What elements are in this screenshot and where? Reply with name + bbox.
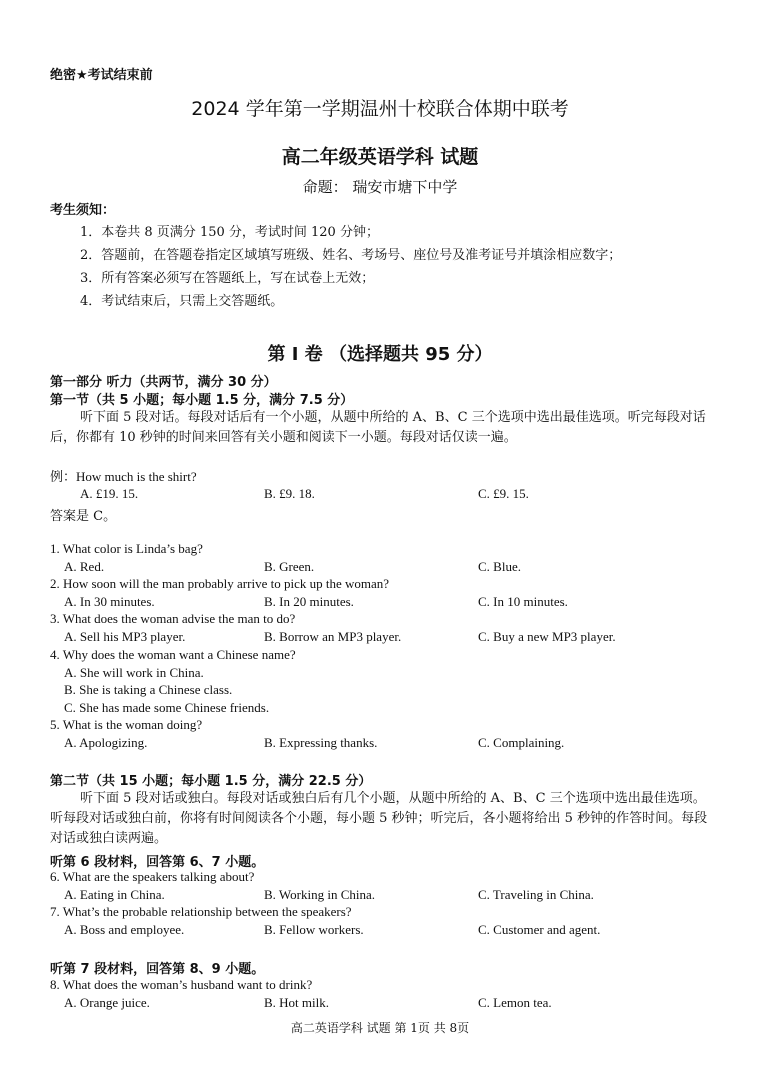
notice-item: 1．本卷共 8 页满分 150 分，考试时间 120 分钟； — [80, 225, 379, 240]
part1-title: 第一部分 听力（共两节，满分 30 分） — [50, 375, 277, 390]
example-question: 例：How much is the shirt? — [50, 469, 197, 484]
q2-option-a: A. In 30 minutes. — [64, 594, 155, 609]
example-answer: 答案是 C。 — [50, 509, 117, 524]
exam-subtitle: 高二年级英语学科 试题 — [281, 146, 479, 168]
q7-option-c: C. Customer and agent. — [478, 922, 601, 937]
q8-option-c: C. Lemon tea. — [478, 995, 552, 1010]
q5-option-a: A. Apologizing. — [64, 735, 148, 750]
exam-title: 2024 学年第一学期温州十校联合体期中联考 — [191, 98, 569, 120]
example-option-b: B. £9. 18. — [264, 486, 315, 501]
q3-option-b: B. Borrow an MP3 player. — [264, 629, 402, 644]
q4-option-c: C. She has made some Chinese friends. — [64, 700, 270, 715]
section2-instructions: 听下面 5 段对话或独白。每段对话或独白后有几个小题，从题中所给的 A、B、C 三个选项中选出最佳选项。听每段对话或独白前，你将有时间阅读各个小题，每小题 5 秒钟；听完后，各小题将给出 5 秒钟的作答时间。每段对话或独白读两遍。 — [50, 791, 708, 846]
q7-option-b: B. Fellow workers. — [264, 922, 364, 937]
q3-option-c: C. Buy a new MP3 player. — [478, 629, 616, 644]
q1-option-a: A. Red. — [64, 559, 105, 574]
q6-option-b: B. Working in China. — [264, 887, 376, 902]
q4-option-a: A. She will work in China. — [64, 665, 204, 680]
question-1: 1. What color is Linda’s bag? — [50, 541, 203, 556]
q4-option-b: B. She is taking a Chinese class. — [64, 682, 233, 697]
notice-item: 3．所有答案必须写在答题纸上，写在试卷上无效； — [80, 271, 375, 286]
section1-title: 第一节（共 5 小题；每小题 1.5 分，满分 7.5 分） — [50, 393, 354, 408]
material-6-heading: 听第 6 段材料，回答第 6、7 小题。 — [50, 855, 265, 870]
q2-option-b: B. In 20 minutes. — [264, 594, 354, 609]
q7-option-a: A. Boss and employee. — [64, 922, 185, 937]
page-footer: 高二英语学科 试题 第 1页 共 8页 — [290, 1021, 470, 1035]
question-6: 6. What are the speakers talking about? — [50, 869, 255, 884]
q8-option-b: B. Hot milk. — [264, 995, 330, 1010]
material-7-heading: 听第 7 段材料，回答第 8、9 小题。 — [50, 962, 265, 977]
question-4: 4. Why does the woman want a Chinese name? — [50, 647, 296, 662]
q3-option-a: A. Sell his MP3 player. — [64, 629, 186, 644]
q8-option-a: A. Orange juice. — [64, 995, 150, 1010]
q5-option-c: C. Complaining. — [478, 735, 565, 750]
q5-option-b: B. Expressing thanks. — [264, 735, 378, 750]
q1-option-c: C. Blue. — [478, 559, 521, 574]
question-3: 3. What does the woman advise the man to do? — [50, 611, 296, 626]
example-option-a: A. £19. 15. — [80, 486, 139, 501]
section2-title: 第二节（共 15 小题；每小题 1.5 分，满分 22.5 分） — [50, 774, 372, 789]
author-line: 命题： 瑞安市塘下中学 — [302, 178, 458, 196]
question-8: 8. What does the woman’s husband want to drink? — [50, 977, 313, 992]
notice-item: 2．答题前，在答题卷指定区域填写班级、姓名、考场号、座位号及准考证号并填涂相应数字； — [80, 248, 622, 263]
notice-item: 4．考试结束后，只需上交答题纸。 — [80, 294, 284, 309]
notice-label: 考生须知： — [50, 203, 116, 218]
q1-option-b: B. Green. — [264, 559, 315, 574]
question-2: 2. How soon will the man probably arrive to pick up the woman? — [50, 576, 390, 591]
q6-option-c: C. Traveling in China. — [478, 887, 594, 902]
section1-instructions: 听下面 5 段对话。每段对话后有一个小题，从题中所给的 A、B、C 三个选项中选出最佳选项。听完每段对话后，你都有 10 秒钟的时间来回答有关小题和阅读下一小题。每段对话仅读一遍。 — [50, 410, 706, 445]
volume-title: 第 I 卷 （选择题共 95 分） — [267, 344, 493, 365]
example-option-c: C. £9. 15. — [478, 486, 529, 501]
q6-option-a: A. Eating in China. — [64, 887, 165, 902]
confidential-label: 绝密★考试结束前 — [50, 68, 153, 83]
q2-option-c: C. In 10 minutes. — [478, 594, 568, 609]
question-5: 5. What is the woman doing? — [50, 717, 203, 732]
question-7: 7. What’s the probable relationship between the speakers? — [50, 904, 352, 919]
